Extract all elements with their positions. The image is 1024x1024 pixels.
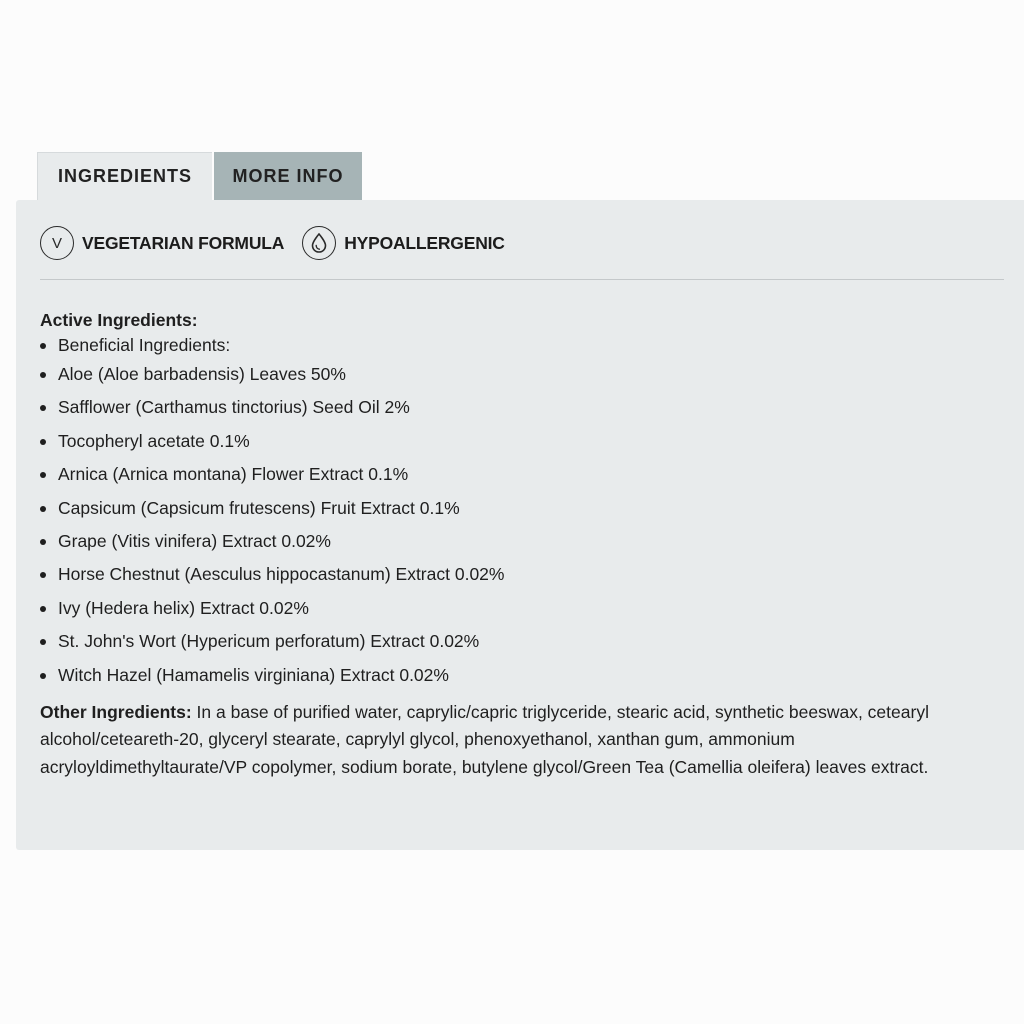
active-ingredients-heading: Active Ingredients: [40,310,198,330]
ingredients-content [40,308,1010,799]
other-ingredients-label: Other Ingredients: [40,701,192,722]
list-item: Capsicum (Capsicum frutescens) Fruit Extract 0.1% [40,495,1010,528]
list-item: Grape (Vitis vinifera) Extract 0.02% [40,528,1010,561]
list-item: Aloe (Aloe barbadensis) Leaves 50% [40,361,1010,394]
hypoallergenic-badge [302,226,505,260]
list-item: Safflower (Carthamus tinctorius) Seed Oil 2% [40,394,1010,427]
badge-row [40,226,523,260]
other-ingredients [40,699,1005,782]
list-item: St. John's Wort (Hypericum perforatum) Extract 0.02% [40,628,1010,661]
ingredients-panel [16,200,1024,850]
tab-more-info[interactable]: MORE INFO [214,152,362,200]
list-item: Ivy (Hedera helix) Extract 0.02% [40,595,1010,628]
water-drop-icon [302,226,336,260]
list-item: Witch Hazel (Hamamelis virginiana) Extract 0.02% [40,662,1010,695]
list-item: Beneficial Ingredients: [40,332,1010,361]
list-item: Horse Chestnut (Aesculus hippocastanum) Extract 0.02% [40,561,1010,594]
list-item: Arnica (Arnica montana) Flower Extract 0.1% [40,461,1010,494]
vegetarian-v-icon: V [40,226,74,260]
hypoallergenic-label: HYPOALLERGENIC [344,232,505,253]
list-item: Tocopheryl acetate 0.1% [40,428,1010,461]
active-ingredients-list [40,332,1010,695]
vegetarian-label: VEGETARIAN FORMULA [82,232,285,253]
tab-ingredients[interactable]: INGREDIENTS [37,152,212,200]
tab-bar [37,152,362,200]
vegetarian-badge [40,226,284,260]
divider [40,279,1004,280]
other-ingredients-text: In a base of purified water, caprylic/capric triglyceride, stearic acid, synthetic beeswax, cetearyl alcohol/ceteareth-20, glyceryl stearate, caprylyl glycol, phenoxyethanol, xanthan gum, ammonium acryloyldimethyltaurate/VP copolymer, sodium borate, butylene glycol/Green Tea (Camellia oleifera) leaves extract. [40,701,929,777]
